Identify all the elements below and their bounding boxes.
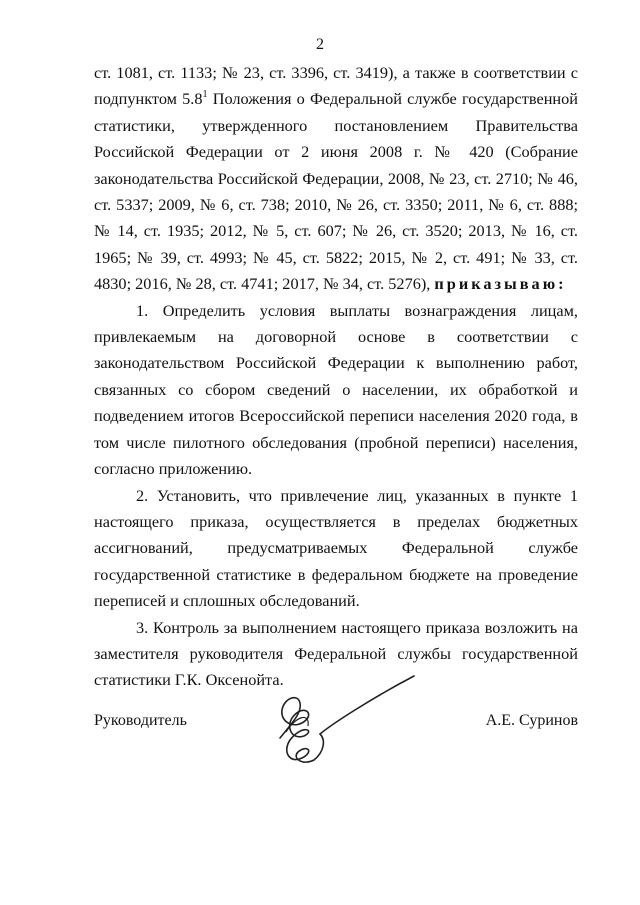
- footnote-marker: 1: [202, 88, 208, 100]
- signatory-name: А.Е. Суринов: [485, 712, 578, 729]
- intro-paragraph: [94, 60, 578, 298]
- item-3: 3. Контроль за выполнением настоящего приказа возложить на заместителя руководителя Федеральной службы государственной статистики Г.К. Оксенойта.: [94, 617, 578, 690]
- intro-text-part2: Положения о Федеральной службе государственной статистики, утвержденного постановлением Правительства Российской Федерации от 2 июня 2008 г. № 420 (Собрание законодательства Российской Федерации, 2008, № 23, ст. 2710; № 46, ст. 5337; 2009, № 6, ст. 738; 2010, № 26, ст. 3350; 2011, № 6, ст. 888; № 14, ст. 1935; 2012, № 5, ст. 607; № 26, ст. 3520; 2013, № 16, ст. 1965; № 39, ст. 4993; № 45, ст. 5822; 2015, № 2, ст. 491; № 33, ст. 4830; 2016, № 28, ст. 4741; 2017, № 34, ст. 5276),: [94, 89, 578, 294]
- intro-text-part1: ст. 1081, ст. 1133; № 23, ст. 3396, ст. 3419), а также в соответствии с подпунктом 5.8: [94, 63, 578, 109]
- order-word: приказываю:: [434, 274, 567, 294]
- page-number: 2: [316, 36, 324, 53]
- signatory-position: Руководитель: [94, 712, 187, 729]
- handwritten-signature: [262, 668, 422, 778]
- document-body: [94, 60, 578, 694]
- item-2: 2. Установить, что привлечение лиц, указанных в пункте 1 настоящего приказа, осуществляется в пределах бюджетных ассигнований, предусматриваемых Федеральной службе государственной статистике в федеральном бюджете на проведение переписей и сплошных обследований.: [94, 485, 578, 611]
- item-1: 1. Определить условия выплаты вознаграждения лицам, привлекаемым на договорной основе в соответствии с законодательством Российской Федерации к выполнению работ, связанных со сбором сведений о населении, их обработкой и подведением итогов Всероссийской переписи населения 2020 года, в том числе пилотного обследования (пробной переписи) населения, согласно приложению.: [94, 300, 578, 479]
